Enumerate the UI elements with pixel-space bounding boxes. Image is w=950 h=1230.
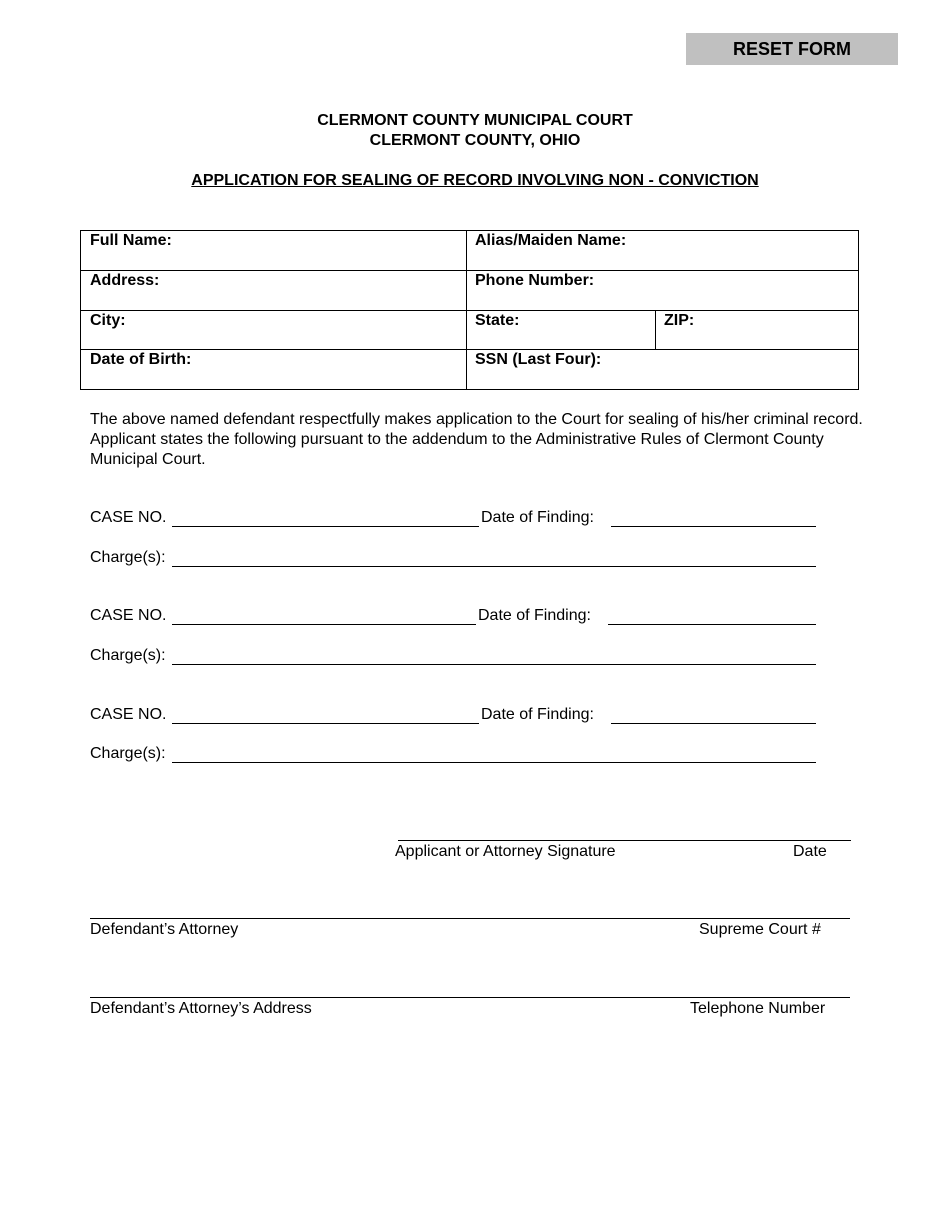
date-of-finding-label: Date of Finding: — [481, 706, 594, 723]
attorney-address-line[interactable] — [90, 997, 850, 998]
case-no-label: CASE NO. — [90, 706, 167, 723]
date-of-finding-input[interactable] — [608, 624, 816, 625]
table-col-divider — [655, 310, 656, 350]
defendant-attorney-label: Defendant’s Attorney — [90, 921, 239, 938]
signature-line[interactable] — [398, 840, 851, 841]
table-row-divider — [80, 349, 859, 350]
statement-paragraph: The above named defendant respectfully makes application to the Court for sealing of his/her criminal record. Applicant states the following pursuant to the addendum to the Administrative Rules of Clermont County Municipal Court. — [90, 411, 863, 468]
charges-input[interactable] — [172, 566, 816, 567]
telephone-label: Telephone Number — [690, 1000, 826, 1017]
address-field[interactable]: Address: — [90, 272, 160, 289]
case-no-input[interactable] — [172, 526, 479, 527]
dob-field[interactable]: Date of Birth: — [90, 351, 192, 368]
court-name: CLERMONT COUNTY MUNICIPAL COURT — [317, 112, 633, 129]
table-border-bottom — [80, 389, 859, 390]
date-of-finding-label: Date of Finding: — [478, 607, 591, 624]
charges-input[interactable] — [172, 762, 816, 763]
city-field[interactable]: City: — [90, 312, 126, 329]
charges-label: Charge(s): — [90, 745, 166, 762]
ssn-field[interactable]: SSN (Last Four): — [475, 351, 602, 368]
table-border-top — [80, 230, 859, 231]
zip-field[interactable]: ZIP: — [664, 312, 695, 329]
form-title: APPLICATION FOR SEALING OF RECORD INVOLVING NON - CONVICTION — [191, 172, 759, 189]
date-of-finding-input[interactable] — [611, 526, 816, 527]
phone-field[interactable]: Phone Number: — [475, 272, 595, 289]
signature-date-label: Date — [793, 843, 827, 860]
table-row-divider — [80, 270, 859, 271]
county-state: CLERMONT COUNTY, OHIO — [369, 132, 581, 149]
reset-form-button[interactable]: RESET FORM — [686, 33, 898, 65]
charges-input[interactable] — [172, 664, 816, 665]
date-of-finding-label: Date of Finding: — [481, 509, 594, 526]
attorney-line[interactable] — [90, 918, 850, 919]
case-no-label: CASE NO. — [90, 607, 167, 624]
supreme-court-label: Supreme Court # — [699, 921, 821, 938]
case-no-input[interactable] — [172, 723, 479, 724]
attorney-address-label: Defendant’s Attorney’s Address — [90, 1000, 312, 1017]
case-no-label: CASE NO. — [90, 509, 167, 526]
charges-label: Charge(s): — [90, 549, 166, 566]
table-row-divider — [80, 310, 859, 311]
full-name-field[interactable]: Full Name: — [90, 232, 172, 249]
case-no-input[interactable] — [172, 624, 476, 625]
charges-label: Charge(s): — [90, 647, 166, 664]
state-field[interactable]: State: — [475, 312, 520, 329]
date-of-finding-input[interactable] — [611, 723, 816, 724]
alias-field[interactable]: Alias/Maiden Name: — [475, 232, 627, 249]
applicant-signature-label: Applicant or Attorney Signature — [395, 843, 616, 860]
table-col-divider — [466, 230, 467, 390]
